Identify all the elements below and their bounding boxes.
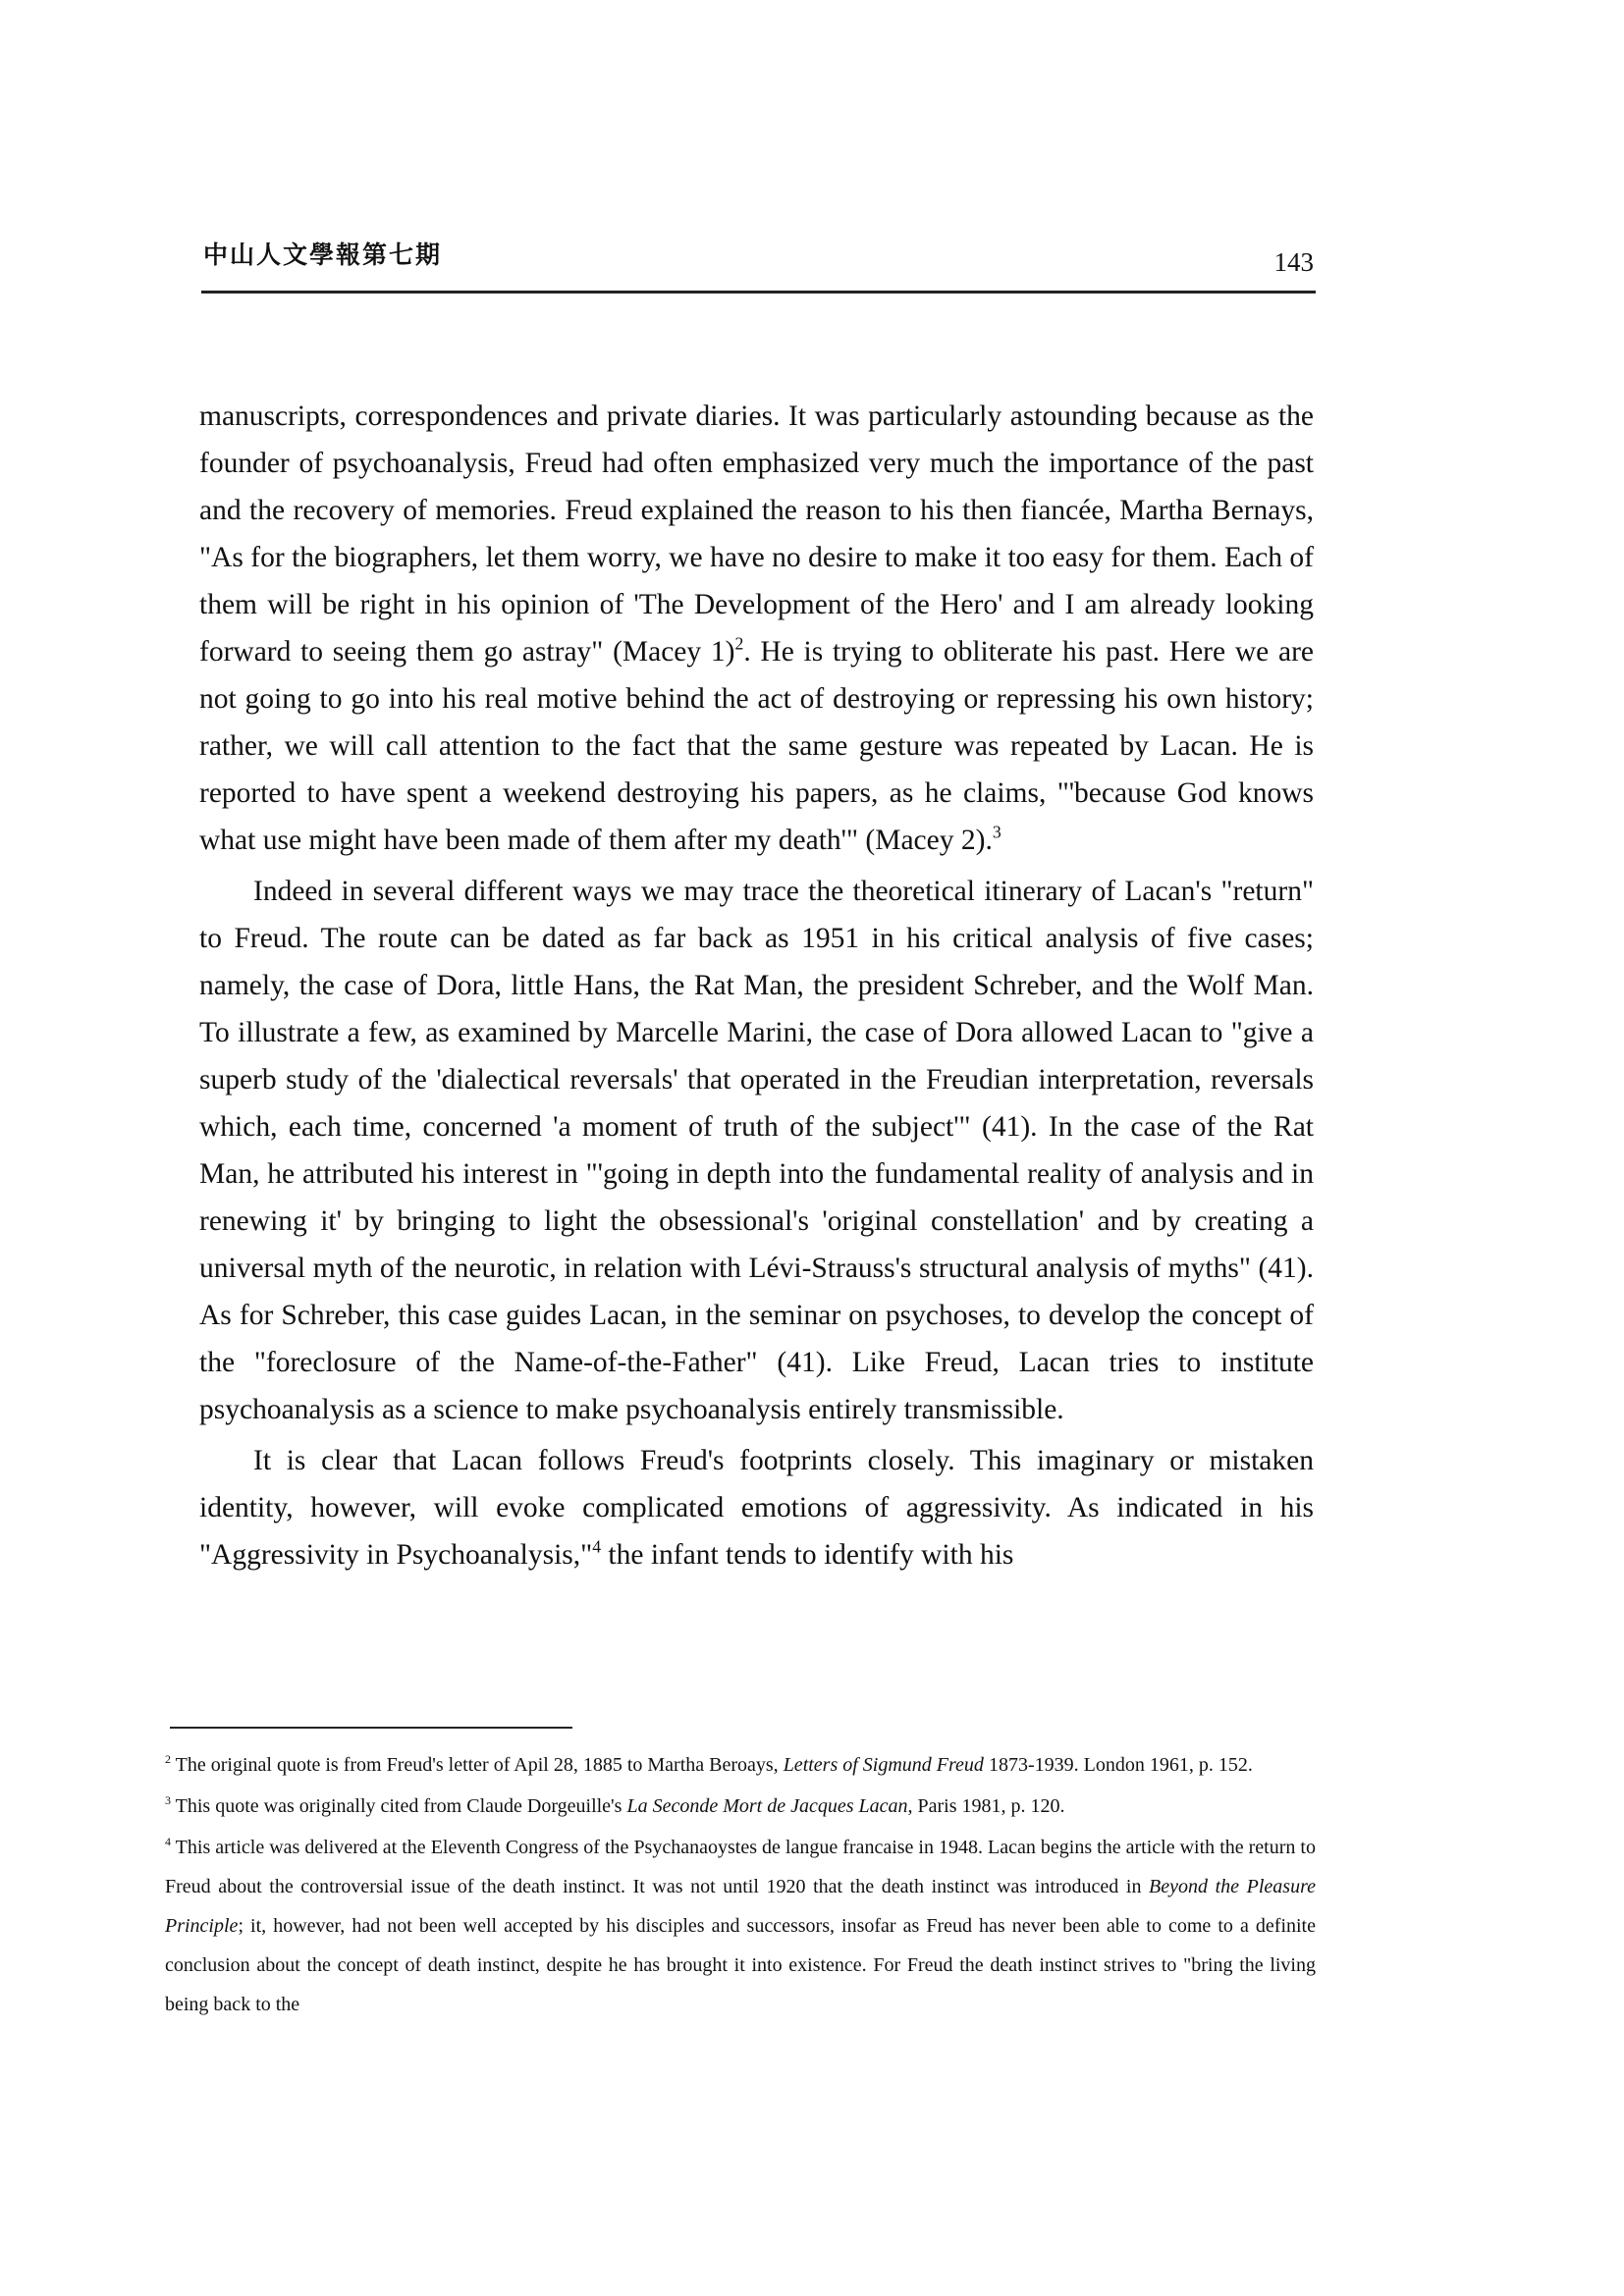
- footnote: $^2$ The original quote is from Freud's letter of Apil 28, 1885 to Martha Beroays, Letters of Sigmund Freud 1873-1939. London 1961, p. 152.: [165, 1752, 1253, 1776]
- footnote-ref[interactable]: 4: [592, 1536, 602, 1557]
- footnote-ref[interactable]: 2: [734, 633, 744, 654]
- page-number: 143: [1273, 247, 1314, 277]
- journal-title: 中山人文學報第七期: [203, 240, 443, 269]
- footnote-divider: [170, 1727, 572, 1729]
- paragraph: Indeed in several different ways we may trace the theoretical itinerary of Lacan's "return" to Freud. The route can be dated as far back as 1951 in his critical analysis of five cases; namely, the case of Dora, little Hans, the Rat Man, the president Schreber, and the Wolf Man. To illustrate a few, as examined by Marcelle Marini, the case of Dora allowed Lacan to "give a superb study of the 'dialectical reversals' that operated in the Freudian interpretation, reversals which, each time, concerned 'a moment of truth of the subject'" (41). In the case of the Rat Man, he attributed his interest in "'going in depth into the fundamental reality of analysis and in renewing it' by bringing to light the obsessional's 'original constellation' and by creating a universal myth of the neurotic, in relation with Lévi-Strauss's structural analysis of myths" (41). As for Schreber, this case guides Lacan, in the seminar on psychoses, to develop the concept of the "foreclosure of the Name-of-the-Father" (41). Like Freud, Lacan tries to institute psychoanalysis as a science to make psychoanalysis entirely transmissible.: [199, 876, 1314, 1425]
- footnotes: [165, 1745, 1316, 2026]
- footnote: $^3$ This quote was originally cited from Claude Dorgeuille's La Seconde Mort de Jacques Lacan, Paris 1981, p. 120.: [165, 1793, 1065, 1817]
- footnote: $^4$ This article was delivered at the Eleventh Congress of the Psychanaoystes de langue francaise in 1948. Lacan begins the article with the return to Freud about the controversial issue of the death instinct. It was not until 1920 that the death instinct was introduced in Beyond the Pleasure Principle; it, however, had not been well accepted by his disciples and successors, insofar as Freud has never been able to come to a definite conclusion about the concept of death instinct, despite he has brought it into existence. For Freud the death instinct strives to "bring the living being back to the: [165, 1835, 1316, 2015]
- paragraph: It is clear that Lacan follows Freud's footprints closely. This imaginary or mistaken identity, however, will evoke complicated emotions of aggressivity. As indicated in his "Aggressivity in Psychoanalysis,"$^4$ the infant tends to identify with his: [199, 1445, 1314, 1571]
- footnote-ref[interactable]: 3: [992, 822, 1001, 842]
- body-text: [199, 393, 1314, 1582]
- paragraph: manuscripts, correspondences and private diaries. It was particularly astounding because as the founder of psychoanalysis, Freud had often emphasized very much the importance of the past and the recovery of memories. Freud explained the reason to his then fiancée, Martha Bernays, "As for the biographers, let them worry, we have no desire to make it too easy for them. Each of them will be right in his opinion of 'The Development of the Hero' and I am already looking forward to seeing them go astray" (Macey 1)$^2$. He is trying to obliterate his past. Here we are not going to go into his real motive behind the act of destroying or repressing his own history; rather, we will call attention to the fact that the same gesture was repeated by Lacan. He is reported to have spent a weekend destroying his papers, as he claims, "'because God knows what use might have been made of them after my death'" (Macey 2).$^3$: [199, 400, 1314, 856]
- running-header: [201, 234, 1316, 294]
